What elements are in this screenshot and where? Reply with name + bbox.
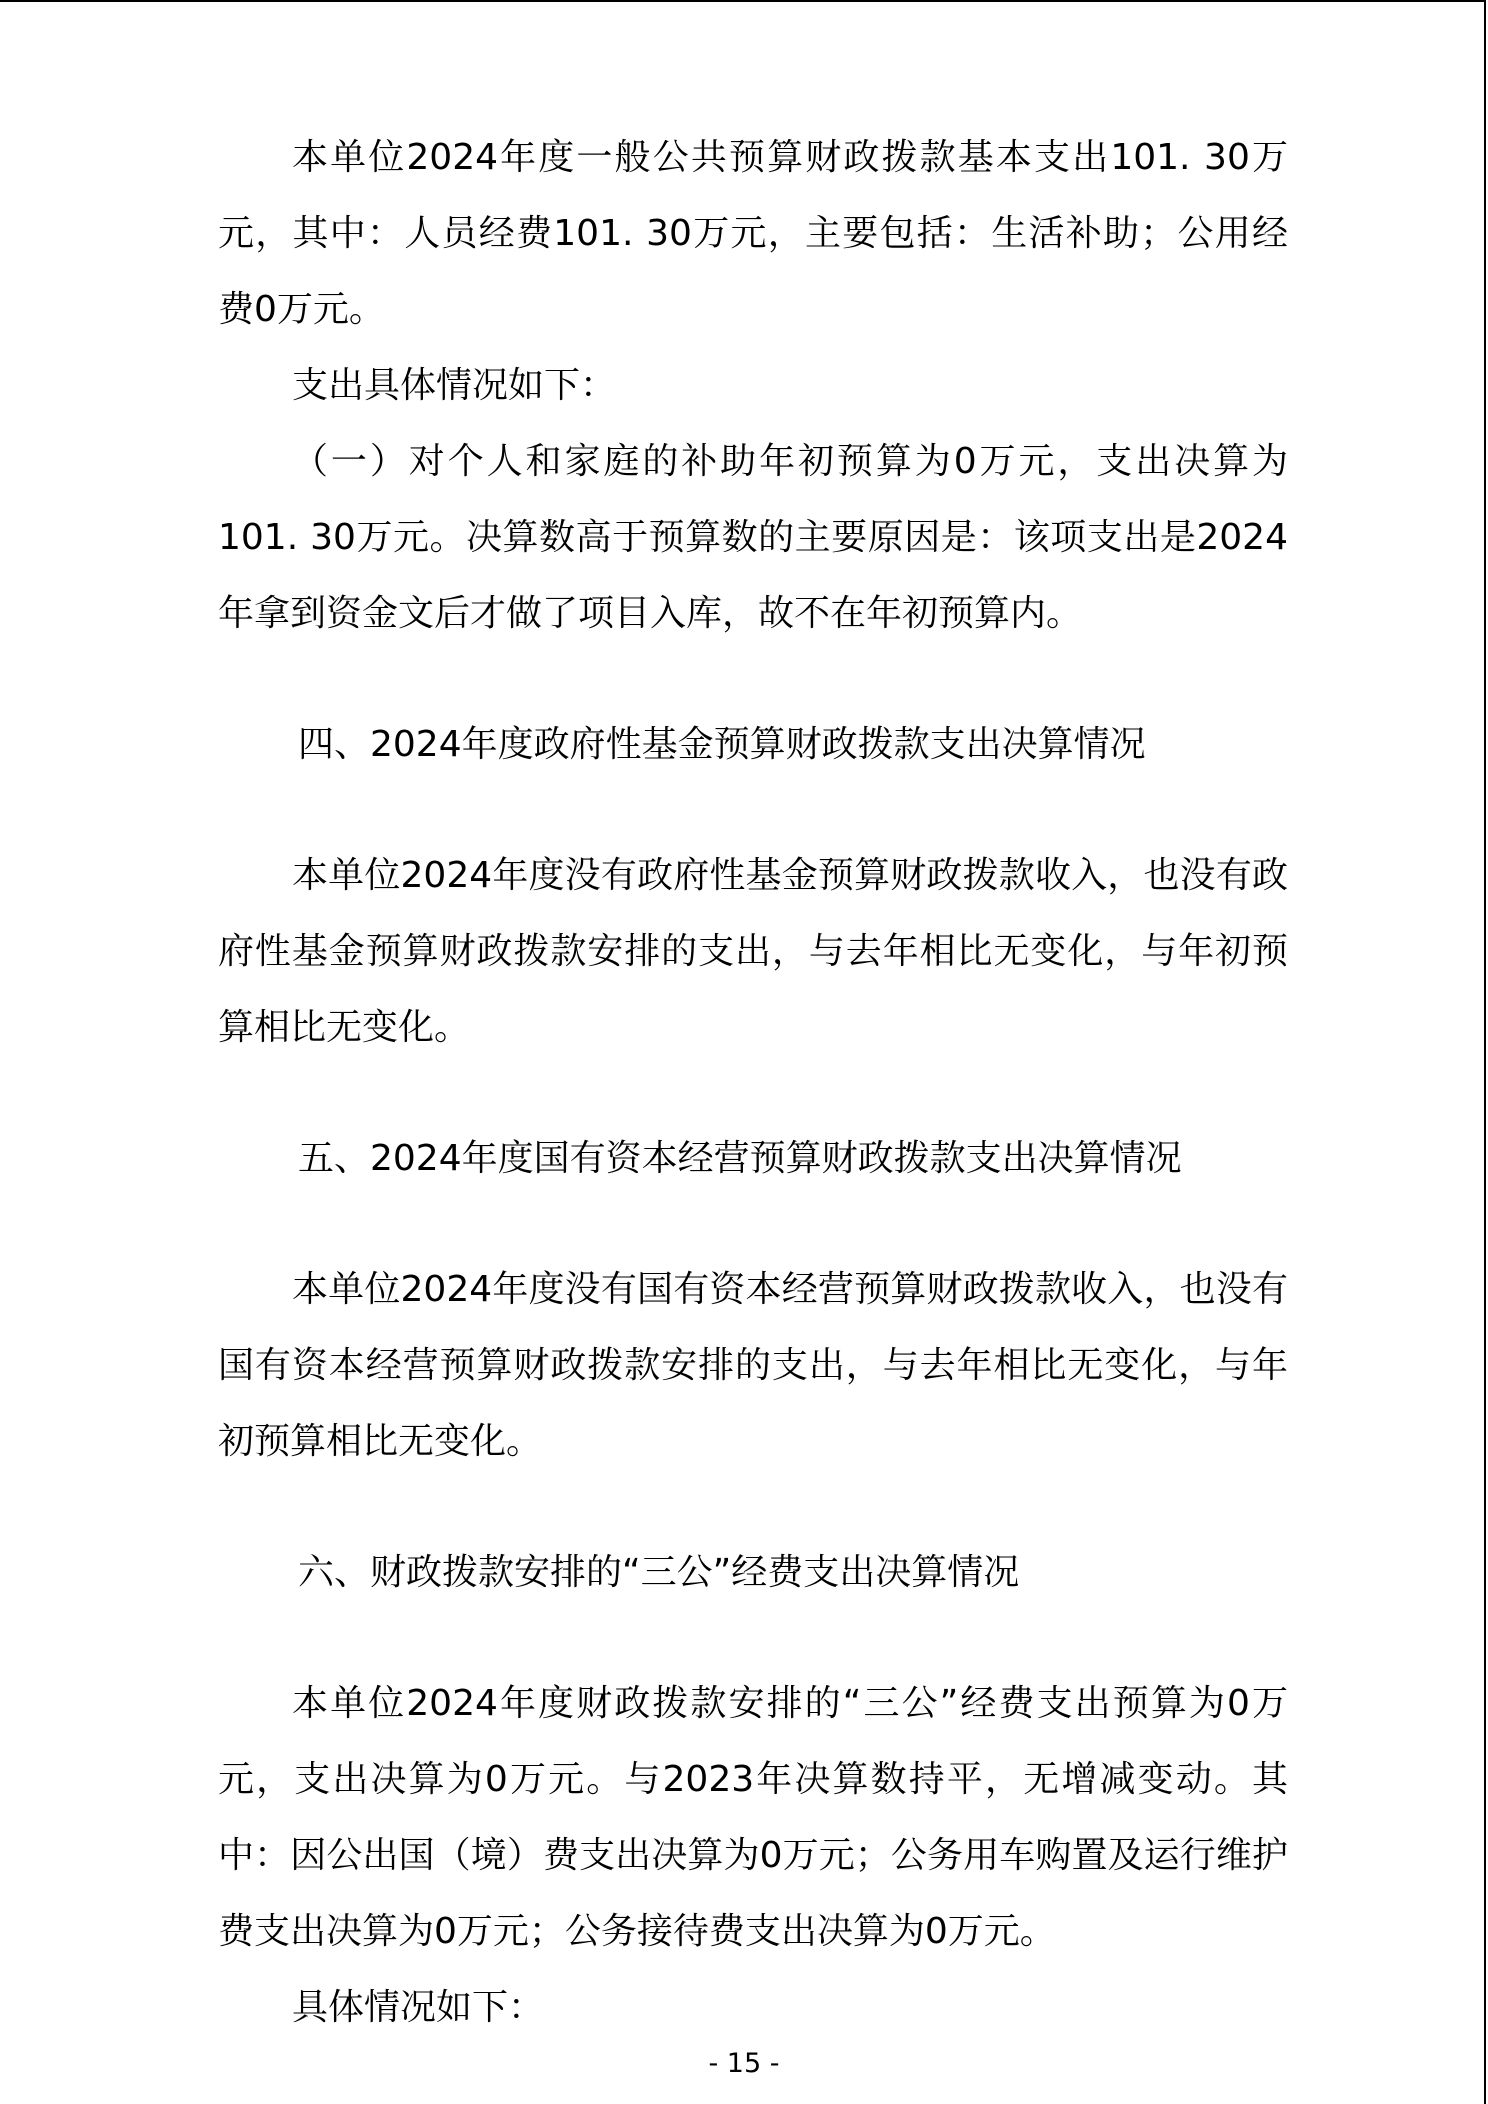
paragraph-details-intro: 支出具体情况如下： bbox=[292, 365, 617, 406]
paragraph-three-public: 本单位2024年度财政拨款安排的“三公”经费支出预算为0万元，支出决算为0万元。与2023年决算数持平，无增减变动。其中：因公出国（境）费支出决算为0万元；公务用车购置及运行维护费支出决算为0万元；公务接待费支出决算为0万元。 bbox=[218, 1683, 1288, 1952]
paragraph-household-subsidy: （一）对个人和家庭的补助年初预算为0万元，支出决算为101. 30万元。决算数高于预算数的主要原因是：该项支出是2024年拿到资金文后才做了项目入库，故不在年初预算内。 bbox=[218, 441, 1288, 634]
heading-state-capital: 五、2024年度国有资本经营预算财政拨款支出决算情况 bbox=[298, 1138, 1182, 1179]
heading-government-fund: 四、2024年度政府性基金预算财政拨款支出决算情况 bbox=[298, 724, 1146, 765]
paragraph-basic-expenditure: 本单位2024年度一般公共预算财政拨款基本支出101. 30万元，其中：人员经费101. 30万元，主要包括：生活补助；公用经费0万元。 bbox=[218, 137, 1288, 330]
heading-three-public: 六、财政拨款安排的“三公”经费支出决算情况 bbox=[298, 1552, 1020, 1593]
paragraph-state-capital: 本单位2024年度没有国有资本经营预算财政拨款收入，也没有国有资本经营预算财政拨款安排的支出，与去年相比无变化，与年初预算相比无变化。 bbox=[218, 1269, 1288, 1462]
paragraph-government-fund: 本单位2024年度没有政府性基金预算财政拨款收入，也没有政府性基金预算财政拨款安排的支出，与去年相比无变化，与年初预算相比无变化。 bbox=[218, 855, 1288, 1048]
document-body bbox=[218, 120, 1288, 2046]
page-number: - 15 - bbox=[708, 2048, 780, 2079]
paragraph-details-followup: 具体情况如下： bbox=[292, 1987, 545, 2028]
